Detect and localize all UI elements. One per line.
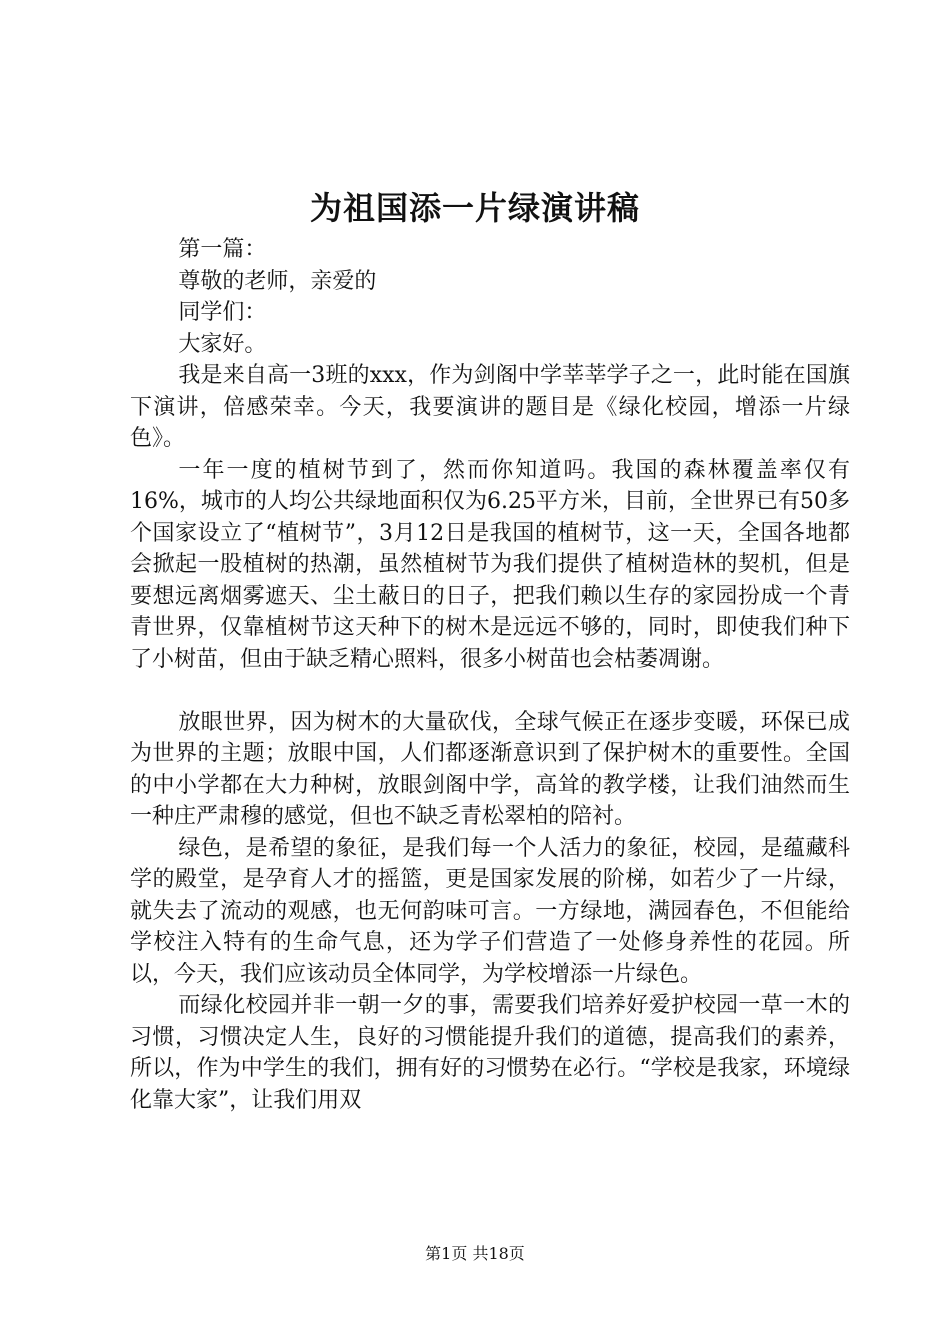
document-body <box>130 234 850 1116</box>
paragraph-world-view: 放眼世界，因为树木的大量砍伐，全球气候正在逐步变暖，环保已成为世界的主题；放眼中国，人们都逐渐意识到了保护树木的重要性。全国的中小学都在大力种树，放眼剑阁中学，高耸的教学楼，让我们油然而生一种庄严肃穆的感觉，但也不缺乏青松翠柏的陪衬。 <box>130 709 850 829</box>
paragraph-section-label: 第一篇： <box>178 237 267 262</box>
paragraph-greeting: 大家好。 <box>178 331 267 357</box>
page-number-footer: 第1页 共18页 <box>425 1244 525 1263</box>
paragraph-introduction: 我是来自高一3班的xxx，作为剑阁中学莘莘学子之一，此时能在国旗下演讲，倍感荣幸。今天，我要演讲的题目是《绿化校园，增添一片绿色》。 <box>130 363 850 451</box>
paragraph-habits: 而绿化校园并非一朝一夕的事，需要我们培养好爱护校园一草一木的习惯，习惯决定人生，良好的习惯能提升我们的道德，提高我们的素养，所以，作为中学生的我们，拥有好的习惯势在必行。“学校是我家，环境绿化靠大家”，让我们用双 <box>130 993 850 1113</box>
paragraph-arbor-day: 一年一度的植树节到了，然而你知道吗。我国的森林覆盖率仅有16%，城市的人均公共绿地面积仅为6.25平方米，目前，全世界已有50多个国家设立了“植树节”，3月12日是我国的植树节，这一天，全国各地都会掀起一股植树的热潮，虽然植树节为我们提供了植树造林的契机，但是要想远离烟雾遮天、尘土蔽日的日子，把我们赖以生存的家园扮成一个青青世界，仅靠植树节这天种下的树木是远远不够的，同时，即使我们种下了小树苗，但由于缺乏精心照料，很多小树苗也会枯萎凋谢。 <box>130 457 850 672</box>
paragraph-salutation: 尊敬的老师，亲爱的 <box>178 268 377 294</box>
paragraph-green-symbol: 绿色，是希望的象征，是我们每一个人活力的象征，校园，是蕴藏科学的殿堂，是孕育人才的摇篮，更是国家发展的阶梯，如若少了一片绿，就失去了流动的观感，也无何韵味可言。一方绿地，满园春色，不但能给学校注入特有的生命气息，还为学子们营造了一处修身养性的花园。所以，今天，我们应该动员全体同学，为学校增添一片绿色。 <box>130 835 850 987</box>
paragraph-salutation-cont: 同学们： <box>178 300 267 325</box>
document-title: 为祖国添一片绿演讲稿 <box>309 189 640 227</box>
